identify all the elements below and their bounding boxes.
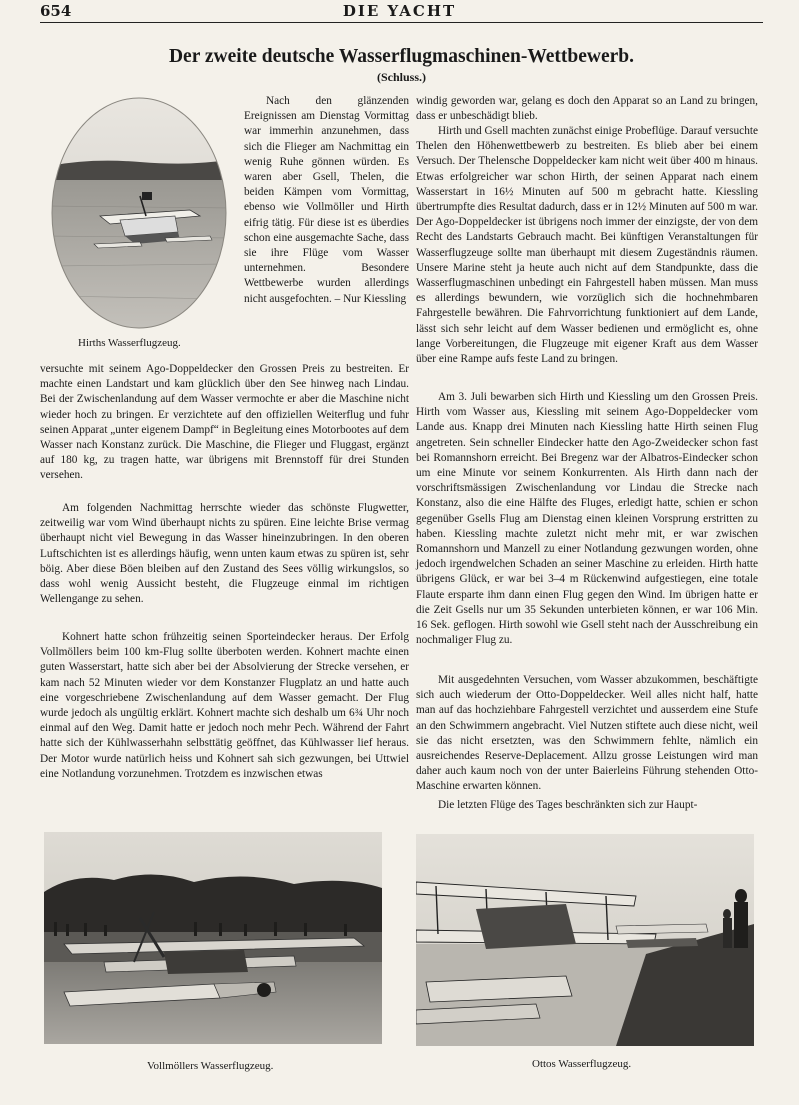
vollmoeller-caption: Vollmöllers Wasserflugzeug. xyxy=(147,1060,274,1072)
page-number: 654 xyxy=(40,2,72,20)
right-paragraph-1: windig geworden war, gelang es doch den Apparat so an Land zu bringen, dass er unbeschädigt blieb. xyxy=(416,95,758,123)
left-paragraph-1-continued: versuchte mit seinem Ago-Doppeldecker den Grossen Preis zu bestreiten. Er machte einen Landstart und kam glücklich über den See hinweg nach Lindau. Bei der Zwischenlandung auf dem Wasser vermochte er aber die Maschine nicht wieder hoch zu bringen. Er verzichtete auf den offiziellen Weiterflug und fuhr seinen Apparat „unter eigenem Dampf“ in Begleitung eines Motorbootes auf dem Wasser nach Konstanz zurück. Die Maschine, die Flieger und Fluggast, ergänzt auf 180 kg, zu tragen hatte, war übrigens mit Brennstoff für drei Stunden versehen. xyxy=(40,363,409,482)
vollmoeller-photo xyxy=(44,832,382,1044)
left-paragraph-2: Am folgenden Nachmittag herrschte wieder das schönste Flugwetter, zeitweilig war vom Wind überhaupt nichts zu spüren. Eine leichte Brise vermag überhaupt nicht viel Bewegung in das Wasser hineinzubringen. In den oberen Luftschichten ist es allerdings häufig, wenn unten kaum etwas zu spüren ist, sehr böig. Aber diese Böen bleiben auf den Zustand des Sees völlig wirkungslos, so dass wohl wenig Aussicht besteht, die Flugzeuge einmal im richtigen Wellengange zu sehen. xyxy=(40,502,409,606)
right-paragraph-5: Die letzten Flüge des Tages beschränkten sich zur Haupt- xyxy=(438,799,698,811)
article-subtitle: (Schluss.) xyxy=(376,70,426,84)
otto-photo xyxy=(416,834,754,1046)
left-paragraph-3: Kohnert hatte schon frühzeitig seinen Sporteindecker heraus. Der Erfolg Vollmöllers beim 100 km-Flug sollte überboten werden. Kohnert machte einen guten Wasserstart, hatte sich aber bei der Absolvierung der Strecke versehen, er kam nach 52 Minuten wieder vor dem Konstanzer Flugplatz an und hatte auch eine vorgeschriebene Zwischenlandung auf dem Wasser gemacht. Der Flug wurde jedoch als ungültig erklärt. Kohnert machte sich deshalb um 6¾ Uhr noch einmal auf den Weg. Damit hatte er jedoch noch mehr Pech. Während der Fahrt hatte sich der Kühlwasserhahn selbsttätig geöffnet, das Kühlwasser lief heraus. Der Motor wurde natürlich heiss und Kohnert sah sich gezwungen, bei Uttwiel eine Notlandung vorzunehmen. Trotzdem es inzwischen etwas xyxy=(40,631,409,780)
hirth-photo xyxy=(50,96,228,330)
header-rule xyxy=(40,22,763,23)
right-paragraph-4: Mit ausgedehnten Versuchen, vom Wasser abzukommen, beschäftigte sich auch wiederum der Otto-Doppeldecker. Weil alles nicht half, hatte man auf das hochziehbare Fahrgestell verzichtet und ausserdem eine Stufe an den Schwimmern angebracht. Viel Nutzen stiftete auch diese nicht, weil sie das nicht ersetzten, was den Schwimmern fehlte, nämlich ein ausreichendes Reserve-Deplacement. Allzu grosse Leistungen wird man daher auch kaum noch von der unter Baierleins Führung stehenden Otto-Maschine erwarten können. xyxy=(416,674,758,793)
right-paragraph-3: Am 3. Juli bewarben sich Hirth und Kiessling um den Grossen Preis. Hirth vom Wasser aus, Kiessling mit seinem Ago-Doppeldecker vom Lande aus. Knapp drei Minuten nach Kiessling hatte Hirth seinen Flug angetreten. Sein schneller Eindecker hatte den Ago-Zweidecker schon fast bei Romannshorn erreicht. Bei Bregenz war der Albatros-Eindecker schon um eine Minute vor seinem Konkurrenten. Als Hirth dann nach der vorschriftsmässigen Zwischenlandung vor Lindau die Strecke nach Konstanz, also die eine Hälfte des Fluges, erledigt hatte, schien er schon gegenüber Gsells Flug am Dienstag einen kleinen Vorsprung erstritten zu haben. Kiessling machte zuletzt nicht mehr mit, er war zwischen Romannshorn und Manzell zu einer Notlandung gezwungen worden, ohne jedoch irgendwelchen Schaden an seiner Maschine zu erleiden. Hirth hatte übrigens Glück, er war bei 3–4 m Rückenwind aufgestiegen, eine totale Flaute ersparte ihm dann einen Flug gegen den Wind. Im übrigen hatte er die Zeit Gsells nur um 35 Sekunden unterbieten können, er war 106 Min. 16 Sek. geflogen. Hirth sowohl wie Gsell steht nach der Ausschreibung ein nochmaliger Flug zu. xyxy=(416,391,758,647)
running-title: DIE YACHT xyxy=(342,2,457,20)
article-title: Der zweite deutsche Wasserflugmaschinen-Wettbewerb. xyxy=(168,46,635,67)
hirth-caption: Hirths Wasserflugzeug. xyxy=(78,337,181,349)
right-paragraph-2: Hirth und Gsell machten zunächst einige Probeflüge. Darauf versuchte Thelen den Höhenwettbewerb zu bestreiten. Es blieb aber bei einem Versuch. Der Thelensche Doppeldecker kam nicht weit über 400 m hinaus. Etwas erfolgreicher war schon Hirth, der seinen Apparat nach einem Wasserstart in 16½ Minuten auf 500 m gebracht hatte. Kiessling übertrumpfte dies Resultat dadurch, dass er in 12½ Minuten auf 500 m war. Der Ago-Doppeldecker ist übrigens noch immer der einzigste, der von dem Recht des Landstarts Gebrauch macht. Bei künftigen Veranstaltungen für Wasserflugzeuge sollte man überhaupt mit diesem Zugeständnis räumen. Unsere Marine steht ja heute auch nicht auf dem Standpunkte, dass die Wasserflugmaschinen unbedingt ein Fahrgestell haben müssen. Man muss es allerdings bewundern, wie vorzüglich sich die hochnehmbaren Fahrgestelle bewähren. Die Fahrvorrichtung funktioniert auf dem Lande, lässt sich sehr leicht auf dem Wasser bedienen und ermöglicht es, ohne lange Vorbereitungen, die Flugzeuge mit eigener Kraft aus dem Wasser über eine Rampe aufs feste Land zu bringen. xyxy=(416,125,758,366)
left-paragraph-1: Nach den glänzenden Ereignissen am Dienstag Vormittag war immerhin anzunehmen, dass sich die Flieger am Nachmittag ein wenig Ruhe gönnen würden. Es waren aber Gsell, Thelen, die beiden Kämpen vom Vormittag, ebenso wie Vollmöller und Hirth eifrig tätig. Für diese ist es überdies schon eine ausgemachte Sache, dass sie ihre Flüge vom Wasser unternehmen. Besondere Wettbewerbe wurden allerdings nicht ausgefochten. – Nur Kiessling xyxy=(244,95,409,305)
otto-caption: Ottos Wasserflugzeug. xyxy=(532,1058,632,1070)
